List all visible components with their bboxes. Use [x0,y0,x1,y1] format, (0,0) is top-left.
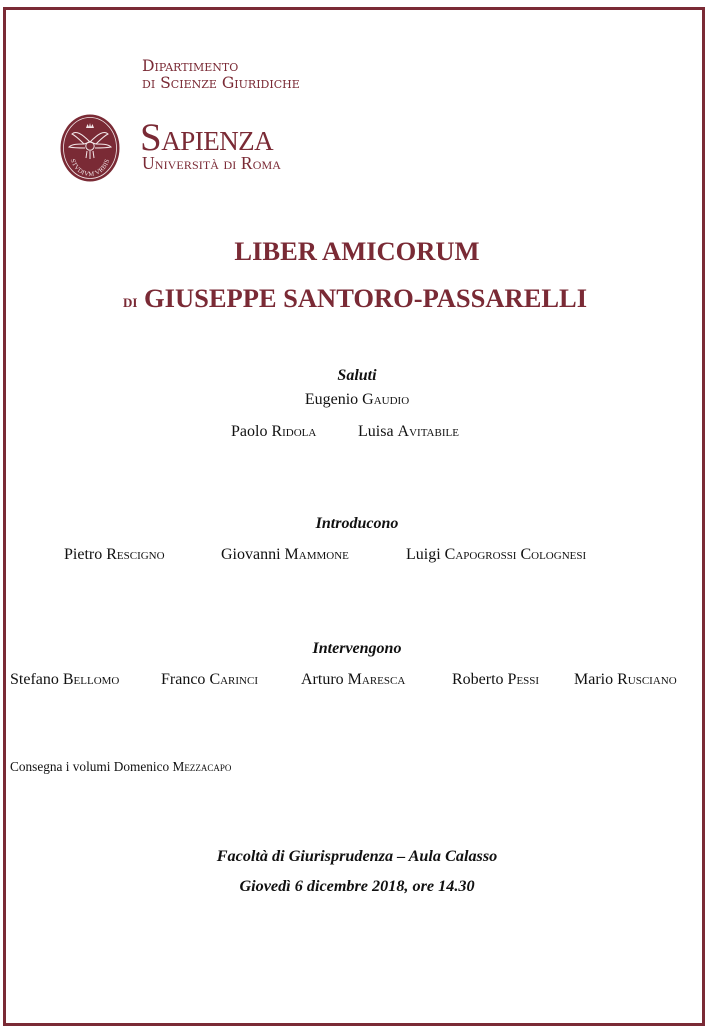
sapienza-seal-icon [60,114,120,182]
speaker: Luisa Avitabile [358,423,459,440]
event-title: LIBER AMICORUM [234,236,480,266]
speaker: Stefano Bellomo [10,671,120,688]
saluti-heading: Saluti [337,367,377,384]
speaker: Giovanni Mammone [221,546,349,563]
department-line-2: di Scienze Giuridiche [142,74,300,92]
university-name: Sapienza [140,116,274,159]
honoree-name: GIUSEPPE SANTORO-PASSARELLI [144,283,588,313]
university-subtitle: Università di Roma [142,153,282,173]
speaker: Pietro Rescigno [64,546,165,563]
svg-text:STVDIVM VRBIS: STVDIVM VRBIS [68,158,112,179]
speaker: Luigi Capogrossi Colognesi [406,546,587,563]
event-subtitle [0,285,712,312]
speaker: Mario Rusciano [574,671,677,688]
speaker: Franco Carinci [161,671,258,688]
venue-datetime: Giovedì 6 dicembre 2018, ore 14.30 [239,877,475,895]
speaker: Paolo Ridola [231,423,317,440]
event-subtitle-prefix: di [122,291,138,312]
consegna-note: Consegna i volumi Domenico Mezzacapo [10,759,232,774]
department-line-1: Dipartimento [142,57,239,75]
introducono-heading: Introducono [315,515,399,532]
speaker: Arturo Maresca [301,671,406,688]
speaker: Roberto Pessi [452,671,540,688]
intervengono-heading: Intervengono [312,640,402,657]
venue-place: Facoltà di Giurisprudenza – Aula Calasso [216,847,498,865]
speaker: Eugenio Gaudio [304,391,410,408]
